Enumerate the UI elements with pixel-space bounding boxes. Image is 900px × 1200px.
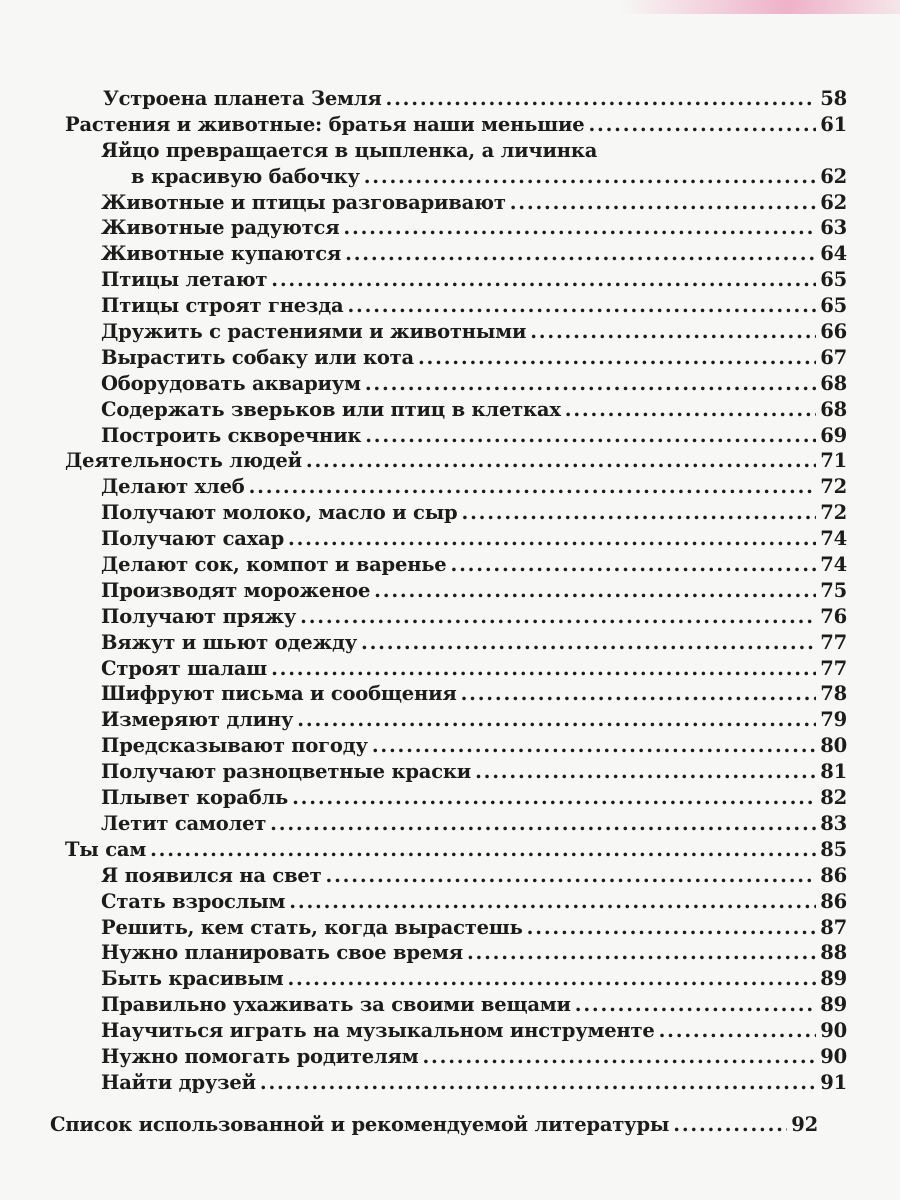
toc-entry [0, 397, 847, 423]
page-number: 77 [820, 656, 847, 680]
entry-title: Животные купаются [101, 242, 342, 266]
page-number: 85 [820, 837, 847, 861]
page-number: 65 [820, 268, 847, 292]
page-number: 76 [820, 604, 847, 628]
entry-title: Вырастить собаку или кота [101, 345, 414, 369]
entry-title: Правильно ухаживать за своими вещами [101, 993, 571, 1017]
dot-leader [260, 1070, 816, 1096]
entry-title: Птицы строят гнезда [101, 294, 344, 318]
page-number: 78 [820, 682, 847, 706]
entry-title: Оборудовать аквариум [101, 371, 361, 395]
toc-entry [0, 190, 847, 216]
entry-title: Найти друзей [101, 1070, 256, 1094]
page-number: 89 [820, 967, 847, 991]
page-number: 68 [820, 397, 847, 421]
page-number: 74 [820, 553, 847, 577]
entry-title: Стать взрослым [101, 889, 286, 913]
toc-entry [0, 138, 847, 164]
toc-entry [0, 1070, 847, 1096]
entry-title: Список использованной и рекомендуемой литературы [50, 1112, 670, 1136]
page-number: 72 [820, 501, 847, 525]
dot-leader [461, 681, 817, 707]
dot-leader [345, 241, 816, 267]
toc-section-entry [0, 448, 847, 474]
page-number: 90 [820, 1044, 847, 1068]
entry-title: Летит самолет [101, 811, 267, 835]
entry-title: Растения и животные: братья наши меньшие [65, 112, 585, 136]
page-number: 79 [820, 708, 847, 732]
entry-title: Строят шалаш [101, 656, 268, 680]
dot-leader [288, 526, 816, 552]
dot-leader [588, 112, 816, 138]
page-number: 66 [820, 320, 847, 344]
entry-title: Получают молоко, масло и сыр [101, 501, 458, 525]
toc-entry [0, 966, 847, 992]
entry-title: Птицы летают [101, 268, 268, 292]
dot-leader [462, 500, 817, 526]
toc-entry [0, 552, 847, 578]
entry-title: Вяжут и шьют одежду [101, 630, 358, 654]
page-number: 61 [820, 112, 847, 136]
toc-entry [0, 785, 847, 811]
entry-title: Животные радуются [101, 216, 340, 240]
entry-title: Шифруют письма и сообщения [101, 682, 457, 706]
toc-entry [0, 578, 847, 604]
dot-leader [374, 578, 816, 604]
toc-entry [0, 164, 847, 190]
dot-leader [530, 319, 816, 345]
dot-leader [527, 915, 817, 941]
dot-leader [361, 630, 816, 656]
toc-entry [0, 241, 847, 267]
page-number: 68 [820, 371, 847, 395]
page-edge-stain [620, 0, 900, 14]
toc-entry [0, 474, 847, 500]
entry-title: Получают пряжу [101, 604, 297, 628]
toc-entry [0, 319, 847, 345]
entry-title: Яйцо превращается в цыпленка, а личинка [101, 138, 598, 162]
dot-leader [659, 1018, 817, 1044]
toc-entry [0, 940, 847, 966]
entry-title: Деятельность людей [65, 449, 302, 473]
entry-title: Измеряют длину [101, 708, 294, 732]
dot-leader [475, 759, 816, 785]
page-number: 83 [820, 811, 847, 835]
dot-leader [386, 86, 817, 112]
dot-leader [326, 863, 817, 889]
toc-entry [0, 1044, 847, 1070]
dot-leader [150, 837, 816, 863]
entry-title: Нужно планировать свое время [101, 941, 463, 965]
page-number: 62 [820, 190, 847, 214]
toc-entry [0, 500, 847, 526]
dot-leader [292, 785, 816, 811]
toc-entry [0, 423, 847, 449]
entry-title: Животные и птицы разговаривают [101, 190, 506, 214]
dot-leader [510, 190, 817, 216]
dot-leader [418, 345, 816, 371]
page-number: 80 [820, 734, 847, 758]
toc-entry [0, 915, 847, 941]
entry-title: Получают сахар [101, 527, 285, 551]
entry-title: Построить скворечник [101, 423, 362, 447]
dot-leader [575, 992, 816, 1018]
dot-leader [343, 215, 816, 241]
entry-title: Производят мороженое [101, 578, 371, 602]
page-number: 63 [820, 216, 847, 240]
dot-leader [271, 267, 816, 293]
dot-leader [347, 293, 816, 319]
toc-entry [0, 1018, 847, 1044]
toc-entry [0, 267, 847, 293]
toc-section-entry [0, 837, 847, 863]
toc-entry [0, 293, 847, 319]
entry-title: Ты сам [65, 837, 147, 861]
page-number: 69 [820, 423, 847, 447]
dot-leader [289, 889, 816, 915]
dot-leader [270, 811, 816, 837]
page-number: 82 [820, 786, 847, 810]
page-number: 86 [820, 889, 847, 913]
dot-leader [287, 966, 816, 992]
page-number: 72 [820, 475, 847, 499]
entry-title: Содержать зверьков или птиц в клетках [101, 397, 561, 421]
entry-title: Решить, кем стать, когда вырастешь [101, 915, 523, 939]
entry-title: Плывет корабль [101, 786, 289, 810]
page-number: 64 [820, 242, 847, 266]
dot-leader [297, 707, 816, 733]
page-number: 71 [820, 449, 847, 473]
dot-leader [249, 474, 817, 500]
dot-leader [565, 397, 816, 423]
toc-entry [0, 526, 847, 552]
page-number: 62 [820, 164, 847, 188]
page-number: 75 [820, 578, 847, 602]
page-number: 88 [820, 941, 847, 965]
dot-leader [365, 423, 816, 449]
entry-title: Научиться играть на музыкальном инструменте [101, 1019, 655, 1043]
dot-leader [364, 164, 817, 190]
toc-entry [0, 707, 847, 733]
toc-entry [0, 992, 847, 1018]
dot-leader [372, 733, 816, 759]
toc-entry [0, 811, 847, 837]
page-number: 91 [820, 1070, 847, 1094]
toc-entry [0, 733, 847, 759]
page-number: 58 [820, 87, 847, 110]
table-of-contents [0, 86, 900, 1138]
toc-entry [0, 889, 847, 915]
entry-title: Делают хлеб [101, 475, 245, 499]
page-number: 74 [820, 527, 847, 551]
toc-section-entry [0, 112, 847, 138]
entry-title: Устроена планета Земля [103, 87, 382, 110]
dot-leader [422, 1044, 816, 1070]
page-number: 87 [820, 915, 847, 939]
dot-leader [467, 940, 816, 966]
dot-leader [451, 552, 817, 578]
dot-leader [365, 371, 816, 397]
entry-title: Получают разноцветные краски [101, 760, 472, 784]
entry-title: в красивую бабочку [131, 164, 360, 188]
toc-entry [0, 759, 847, 785]
toc-entry [0, 656, 847, 682]
toc-entry [0, 86, 847, 112]
entry-title: Нужно помогать родителям [101, 1044, 419, 1068]
dot-leader [300, 604, 816, 630]
toc-entry [0, 345, 847, 371]
page-number: 86 [820, 863, 847, 887]
page-number: 90 [820, 1019, 847, 1043]
page-number: 92 [791, 1112, 818, 1136]
entry-title: Быть красивым [101, 967, 284, 991]
entry-title: Предсказывают погоду [101, 734, 368, 758]
entry-title: Я появился на свет [101, 863, 322, 887]
toc-entry [0, 863, 847, 889]
dot-leader [673, 1112, 787, 1138]
page-number: 89 [820, 993, 847, 1017]
page-number: 81 [820, 760, 847, 784]
dot-leader [271, 656, 816, 682]
page-number: 77 [820, 630, 847, 654]
page-number: 67 [820, 345, 847, 369]
page-number: 65 [820, 294, 847, 318]
dot-leader [306, 448, 816, 474]
entry-title: Делают сок, компот и варенье [101, 553, 447, 577]
toc-entry [0, 604, 847, 630]
toc-entry [0, 630, 847, 656]
toc-entry [0, 1112, 818, 1138]
entry-title: Дружить с растениями и животными [101, 320, 527, 344]
toc-entry [0, 681, 847, 707]
toc-entry [0, 215, 847, 241]
toc-entry [0, 371, 847, 397]
